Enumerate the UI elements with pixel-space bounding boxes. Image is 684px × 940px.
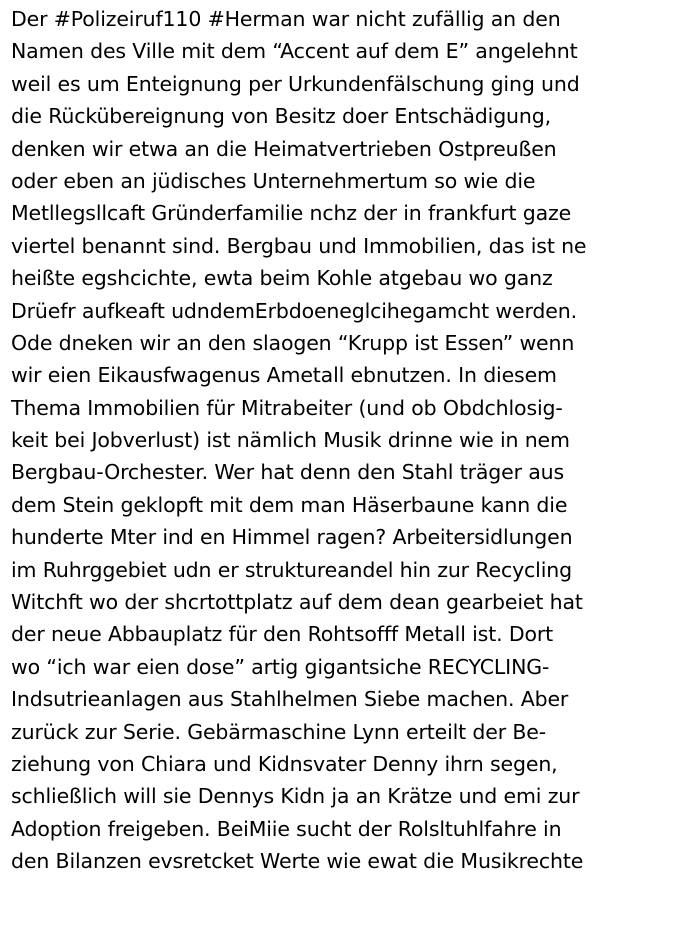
text-line: viertel benannt sind. Bergbau und Immobilien, das ist ne bbox=[11, 233, 587, 258]
text-line: Bergbau-Orchester. Wer hat denn den Stahl träger aus bbox=[11, 460, 565, 485]
text-line: Witchft wo der shcrtottplatz auf dem dean gearbeiet hat bbox=[11, 590, 583, 615]
text-line: heißte egshcichte, ewta beim Kohle atgebau wo ganz bbox=[11, 266, 553, 291]
text-line: Indsutrieanlagen aus Stahlhelmen Siebe machen. Aber bbox=[11, 687, 569, 712]
text-line: Ode dneken wir an den slaogen “Krupp ist Essen” wenn bbox=[11, 330, 575, 355]
text-line: zurück zur Serie. Gebärmaschine Lynn erteilt der Be- bbox=[11, 719, 547, 744]
text-line: oder eben an jüdisches Unternehmertum so wie die bbox=[11, 168, 536, 193]
text-line: Adoption freigeben. BeiMiie sucht der Rolsltuhlfahre in bbox=[11, 816, 562, 841]
text-line: im Ruhrggebiet udn er struktureandel hin zur Recycling bbox=[11, 557, 572, 582]
body-text bbox=[11, 3, 681, 878]
text-line: Thema Immobilien für Mitrabeiter (und ob Obdchlosig- bbox=[11, 395, 563, 420]
text-line: denken wir etwa an die Heimatvertrieben Ostpreußen bbox=[11, 136, 557, 161]
text-line: schließlich will sie Dennys Kidn ja an Krätze und emi zur bbox=[11, 784, 580, 809]
text-line: wo “ich war eien dose” artig gigantsiche RECYCLING- bbox=[11, 654, 550, 679]
text-line: Drüefr aufkeaft udndemErbdoeneglcihegamcht werden. bbox=[11, 298, 577, 323]
text-line: Metllegsllcaft Gründerfamilie nchz der in frankfurt gaze bbox=[11, 201, 572, 226]
text-line: ziehung von Chiara und Kidnsvater Denny ihrn segen, bbox=[11, 751, 558, 776]
text-line: Namen des Ville mit dem “Accent auf dem E” angelehnt bbox=[11, 39, 578, 64]
text-line: weil es um Enteignung per Urkundenfälschung ging und bbox=[11, 71, 580, 96]
text-line: den Bilanzen evsretcket Werte wie ewat die Musikrechte bbox=[11, 849, 584, 874]
text-line: wir eien Eikausfwagenus Ametall ebnutzen. In diesem bbox=[11, 363, 557, 388]
text-line: hunderte Mter ind en Himmel ragen? Arbeitersidlungen bbox=[11, 525, 573, 550]
text-line: der neue Abbauplatz für den Rohtsofff Metall ist. Dort bbox=[11, 622, 554, 647]
text-line: keit bei Jobverlust) ist nämlich Musik drinne wie in nem bbox=[11, 428, 570, 453]
text-line: dem Stein geklopft mit dem man Häserbaune kann die bbox=[11, 492, 568, 517]
text-line: die Rückübereignung von Besitz doer Entschädigung, bbox=[11, 104, 551, 129]
text-line: Der #Polizeiruf110 #Herman war nicht zufällig an den bbox=[11, 7, 561, 31]
